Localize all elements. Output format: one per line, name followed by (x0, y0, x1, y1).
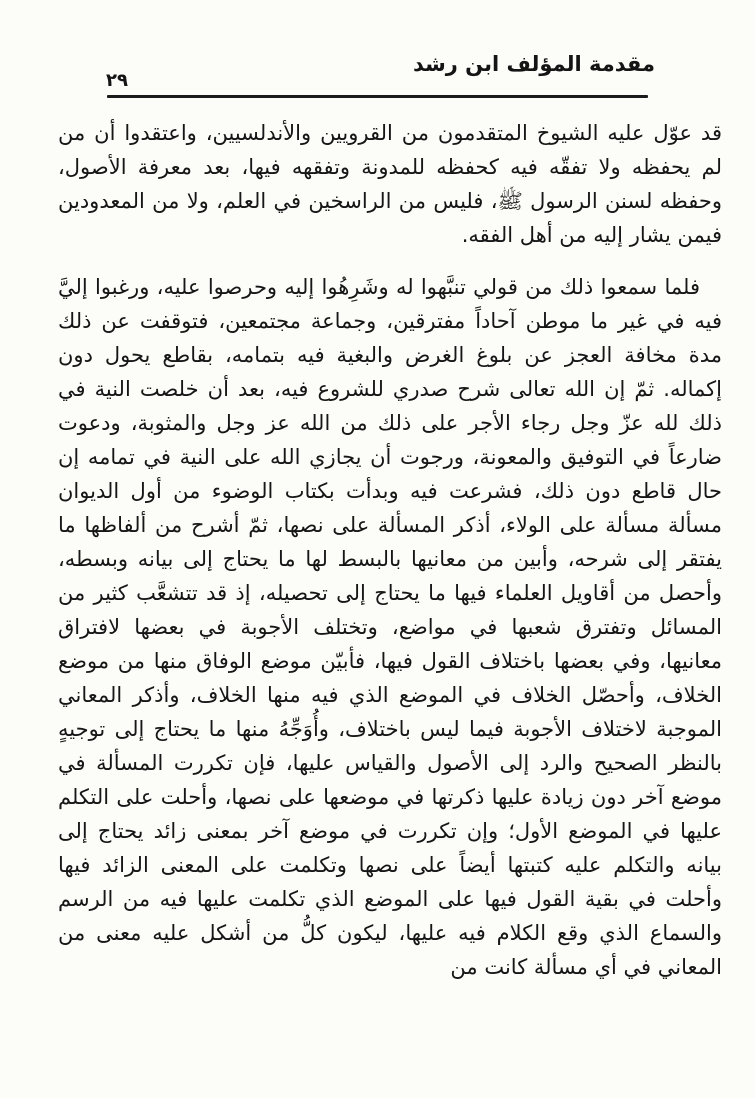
paragraph-2: فلما سمعوا ذلك من قولي تنبَّهوا له وشَرِهُوا إليه وحرصوا عليه، ورغبوا إليَّ فيه في غير ما موطن آحاداً مفترقين، وجماعة مجتمعين، فتوقفت عن ذلك مدة مخافة العجز عن بلوغ الغرض والبغية فيه بتمامه، بقاطع يحول دون إكماله. ثمّ إن الله تعالى شرح صدري للشروع فيه، بعد أن خلصت النية في ذلك لله عزّ وجل رجاء الأجر على ذلك من الله عز وجل والمثوبة، ودعوت ضارعاً في التوفيق والمعونة، ورجوت أن يجازي الله على النية في تمامه إن حال قاطع دون ذلك، فشرعت فيه وبدأت بكتاب الوضوء من أول الديوان مسألة مسألة على الولاء، أذكر المسألة على نصها، ثمّ أشرح من ألفاظها ما يفتقر إلى شرحه، وأبين من معانيها بالبسط لها ما يحتاج إلى بيانه وبسطه، وأحصل من أقاويل العلماء فيها ما يحتاج إلى تحصيله، إذ قد تتشعَّب كثير من المسائل وتفترق شعبها في مواضع، وتختلف الأجوبة في بعضها لافتراق معانيها، وفي بعضها باختلاف القول فيها، فأبيّن موضع الوفاق منها من موضع الخلاف، وأحصّل الخلاف في الموضع الذي فيه منها الخلاف، وأذكر المعاني الموجبة لاختلاف الأجوبة فيما ليس باختلاف، وأُوَجِّهُ منها ما يحتاج إلى توجيهٍ بالنظر الصحيح والرد إلى الأصول والقياس عليها، فإن تكررت المسألة في موضع آخر دون زيادة عليها ذكرتها في موضعها على نصها، وأحلت على التكلم عليها في الموضع الأول؛ وإن تكررت في موضع آخر بمعنى زائد يحتاج إلى بيانه والتكلم عليه كتبتها أيضاً على نصها وتكلمت على المعنى الزائد فيها وأحلت في بقية القول فيها على الموضع الذي تكلمت عليها فيه من الرسم والسماع الذي وقع الكلام فيه عليها، ليكون كلُّ من أشكل عليه معنى من المعاني في أي مسألة كانت من (58, 275, 722, 979)
page-number: ٢٩ (106, 70, 128, 91)
body-text (58, 116, 722, 984)
header-divider-rule (107, 95, 648, 98)
page-header-title: مقدمة المؤلف ابن رشد (413, 52, 655, 76)
paragraph-1: قد عوّل عليه الشيوخ المتقدمون من القرويين والأندلسيين، واعتقدوا أن من لم يحفظه ولا تفقّه فيه كحفظه للمدونة وتفقهه فيها، بعد معرفة الأصول، وحفظه لسنن الرسول ﷺ، فليس من الراسخين في العلم، ولا من المعدودين فيمن يشار إليه من أهل الفقه. (58, 121, 722, 247)
